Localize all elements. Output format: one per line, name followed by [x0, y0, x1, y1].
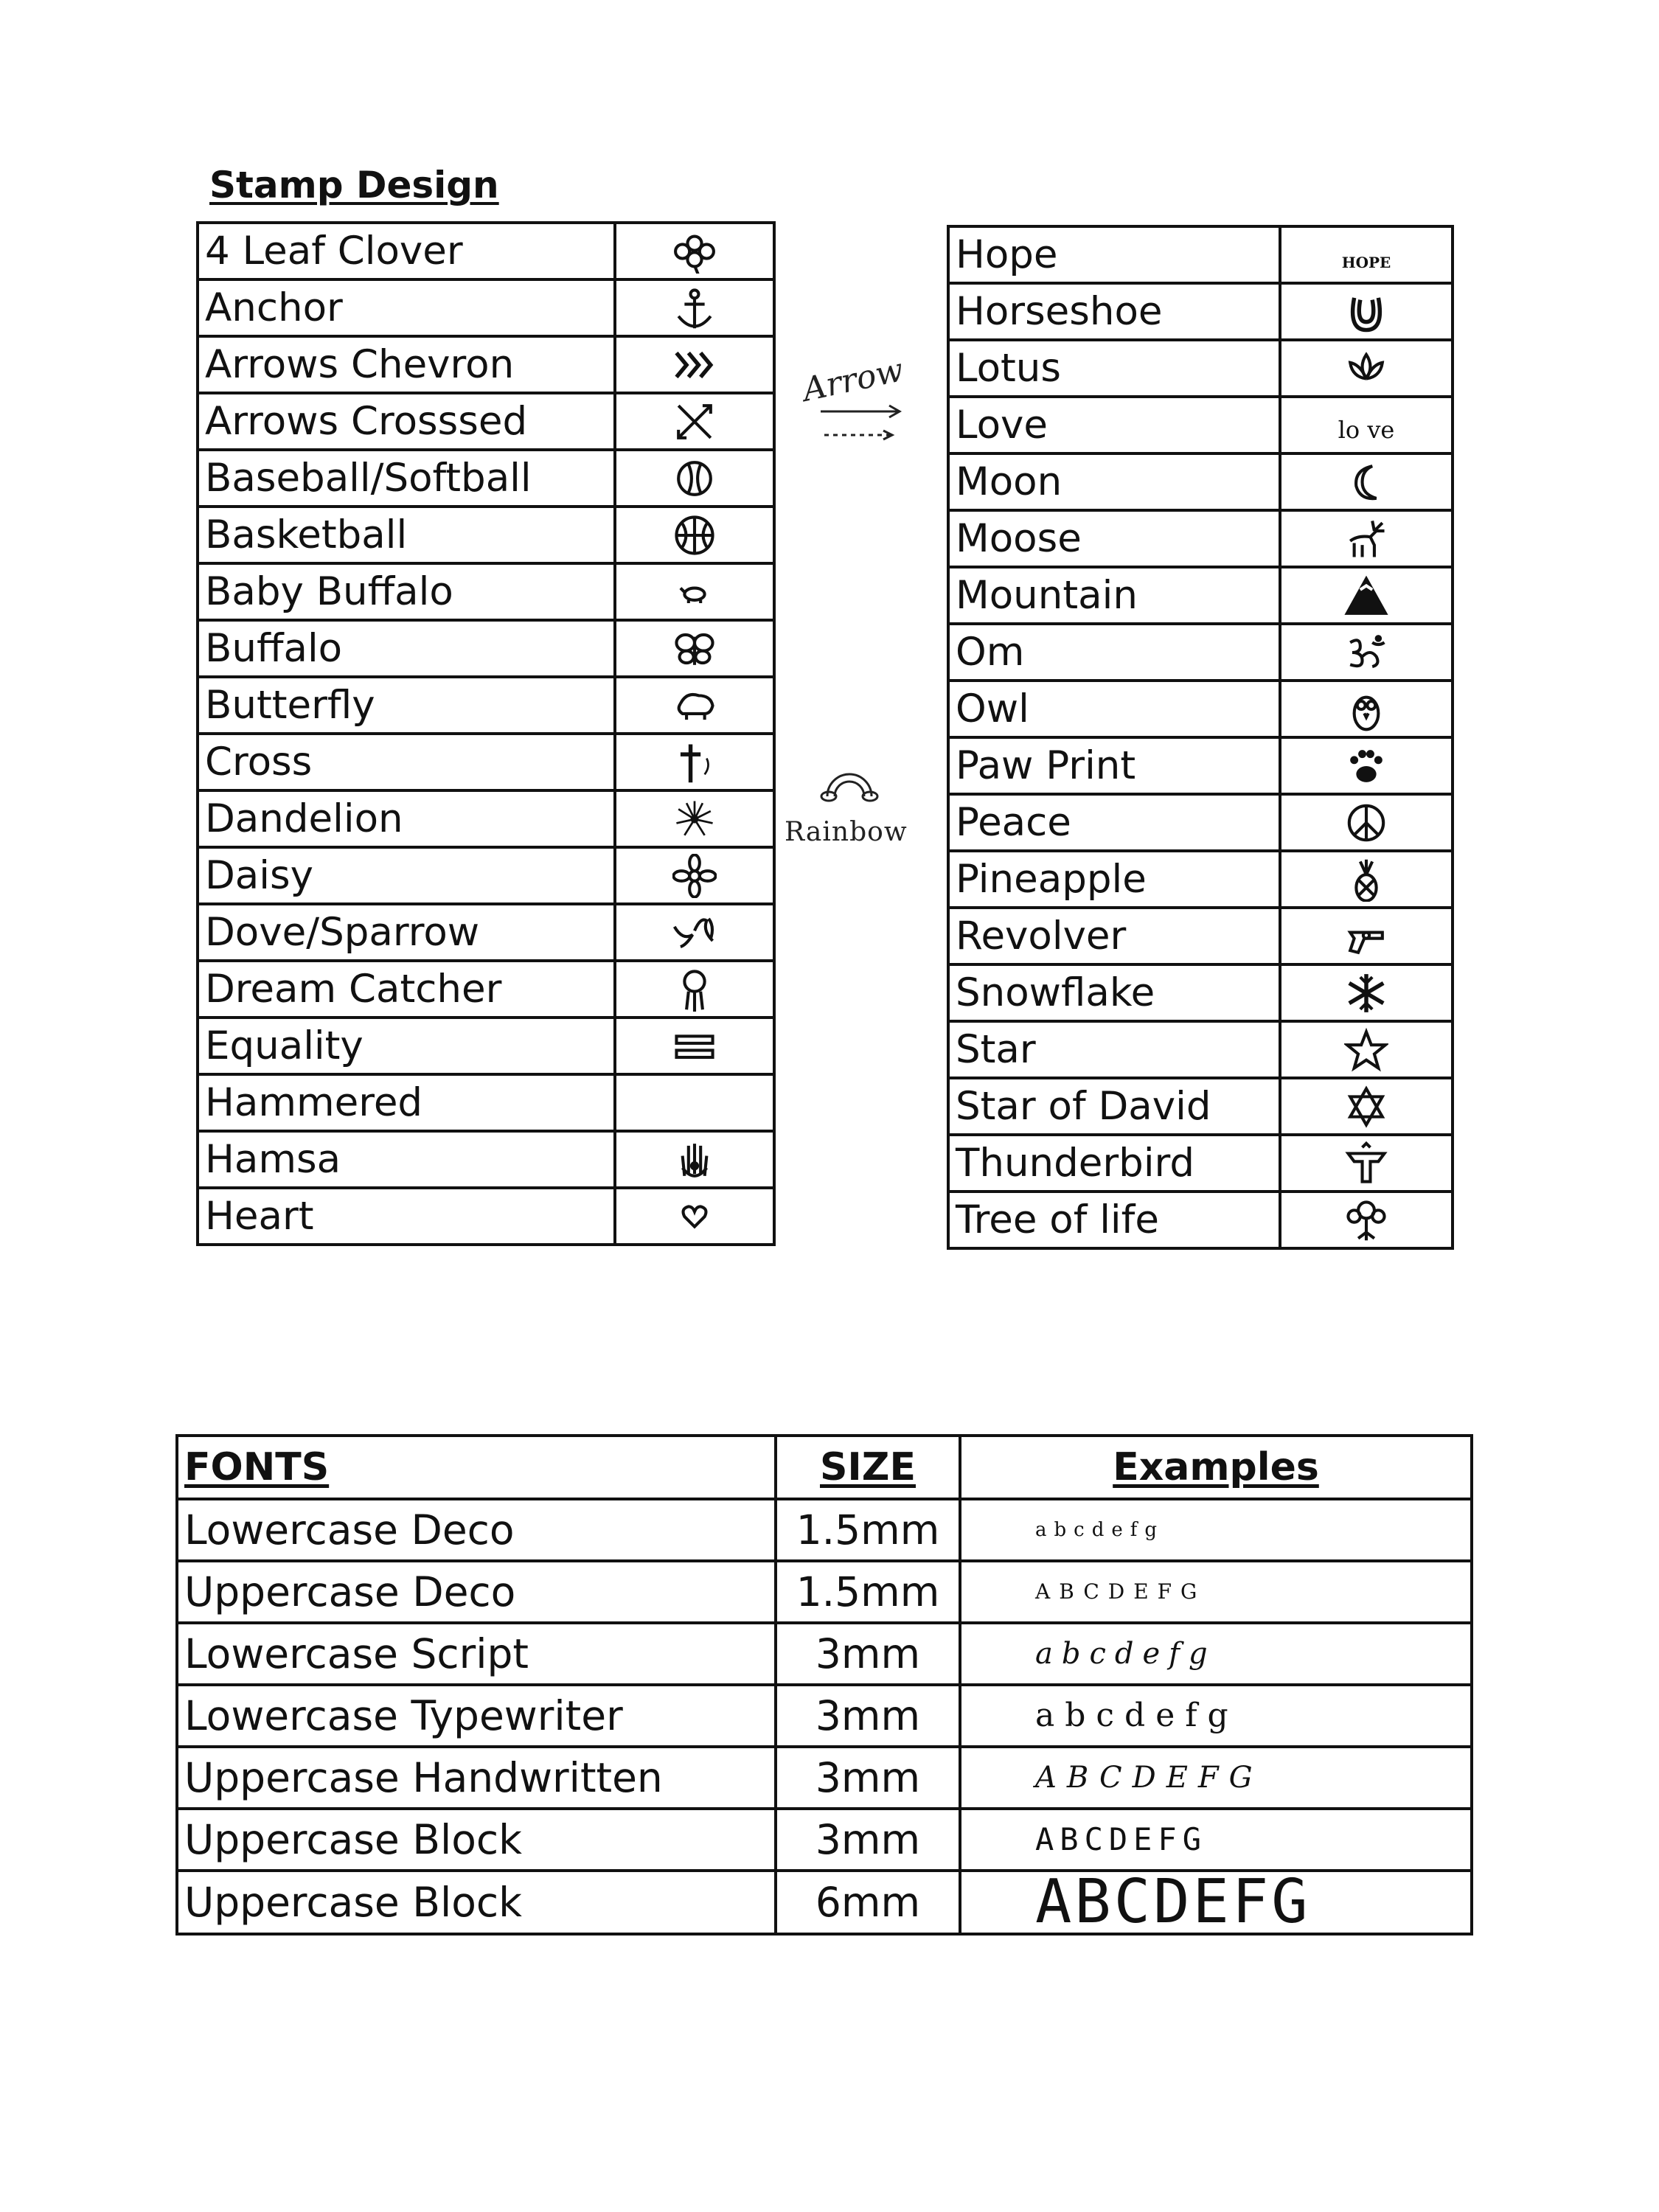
stamp-name: Dove/Sparrow: [198, 904, 615, 961]
heart-icon: [672, 1194, 717, 1239]
equality-icon: [672, 1024, 717, 1068]
stamp-name: Hamsa: [198, 1131, 615, 1188]
star-icon: [1344, 1028, 1388, 1072]
font-row: [177, 1871, 1472, 1934]
love-text-icon: lo ve: [1338, 416, 1395, 444]
stamp-icon-cell: [615, 961, 774, 1018]
revolver-icon: [1344, 914, 1388, 959]
stamp-icon-cell: [1280, 397, 1453, 453]
stamp-icon-cell: [615, 1131, 774, 1188]
stamp-row: [948, 681, 1453, 737]
font-name: Lowercase Script: [177, 1623, 776, 1685]
stamp-icon-cell: [615, 563, 774, 620]
stamp-row: [948, 1192, 1453, 1248]
buffalo-icon: [672, 684, 717, 728]
stamp-name: Love: [948, 397, 1280, 453]
stamp-icon-cell: [1280, 510, 1453, 567]
font-example: ABCDEFG: [960, 1809, 1472, 1871]
stamp-icon-cell: [1280, 1192, 1453, 1248]
stamp-row: [198, 1018, 774, 1074]
stamp-row: [198, 1188, 774, 1245]
stamp-icon-cell: [615, 847, 774, 904]
stamp-row: [948, 851, 1453, 908]
dream-catcher-icon: [672, 967, 717, 1012]
stamp-row: [198, 507, 774, 563]
stamp-icon-cell: [1280, 567, 1453, 624]
tree-icon: [1344, 1198, 1388, 1242]
stamp-icon-cell: [615, 450, 774, 507]
mountain-icon: [1344, 574, 1388, 618]
moose-icon: [1344, 517, 1388, 561]
font-size: 3mm: [776, 1623, 960, 1685]
stamp-name: Baby Buffalo: [198, 563, 615, 620]
header-fonts: FONTS: [177, 1436, 776, 1499]
stamp-row: [198, 336, 774, 393]
stamp-row: [948, 1078, 1453, 1135]
stamp-row: [198, 677, 774, 734]
stamp-name: Horseshoe: [948, 283, 1280, 340]
star-of-david-icon: [1344, 1085, 1388, 1129]
stamp-icon-cell: [615, 507, 774, 563]
stamp-row: [198, 1074, 774, 1131]
stamp-row: [948, 1135, 1453, 1192]
stamp-name: Revolver: [948, 908, 1280, 964]
stamp-name: Moose: [948, 510, 1280, 567]
stamp-row: [198, 904, 774, 961]
clover-icon: [672, 229, 717, 274]
daisy-icon: [672, 854, 717, 898]
stamp-icon-cell: [615, 677, 774, 734]
stamp-row: [948, 1021, 1453, 1078]
birds-icon: [672, 911, 717, 955]
stamp-icon-cell: [1280, 908, 1453, 964]
stamp-name: Basketball: [198, 507, 615, 563]
font-size: 3mm: [776, 1809, 960, 1871]
fonts-header-row: [177, 1436, 1472, 1499]
stamp-name: Star of David: [948, 1078, 1280, 1135]
font-row: [177, 1561, 1472, 1623]
stamp-row: [948, 624, 1453, 681]
stamp-row: [198, 620, 774, 677]
stamp-icon-cell: [615, 1188, 774, 1245]
pineapple-icon: [1344, 858, 1388, 902]
stamp-row: [948, 453, 1453, 510]
arrow-doodle-icon: [817, 398, 905, 450]
stamp-icon-cell: [615, 1018, 774, 1074]
stamp-name: Arrows Chevron: [198, 336, 615, 393]
stamp-icon-cell: [1280, 283, 1453, 340]
paw-icon: [1344, 744, 1388, 788]
rainbow-doodle-icon: [820, 767, 879, 804]
font-name: Lowercase Typewriter: [177, 1685, 776, 1747]
stamp-name: Butterfly: [198, 677, 615, 734]
stamp-row: [948, 567, 1453, 624]
stamp-name: Heart: [198, 1188, 615, 1245]
fonts-table: [175, 1434, 1473, 1935]
font-row: [177, 1809, 1472, 1871]
stamp-row: [198, 961, 774, 1018]
rainbow-annotation: Rainbow: [785, 817, 908, 847]
dandelion-icon: [672, 797, 717, 841]
font-size: 3mm: [776, 1747, 960, 1809]
arrow-annotation: Arrow: [799, 351, 907, 409]
stamp-icon-cell: [1280, 624, 1453, 681]
stamp-icon-cell: [1280, 737, 1453, 794]
stamp-row: [948, 226, 1453, 283]
font-name: Uppercase Deco: [177, 1561, 776, 1623]
stamp-name: Anchor: [198, 279, 615, 336]
stamp-icon-cell: [1280, 226, 1453, 283]
font-example: ABCDEFG: [960, 1871, 1472, 1934]
stamp-name: Arrows Crosssed: [198, 393, 615, 450]
stamp-row: [948, 964, 1453, 1021]
om-icon: [1344, 630, 1388, 675]
stamp-row: [948, 908, 1453, 964]
font-example: ABCDEFG: [960, 1561, 1472, 1623]
stamp-icon-cell: [1280, 1021, 1453, 1078]
font-example: ABCDEFG: [960, 1747, 1472, 1809]
font-name: Lowercase Deco: [177, 1499, 776, 1561]
stamp-icon-cell: [1280, 340, 1453, 397]
stamp-row: [948, 283, 1453, 340]
stamp-name: Owl: [948, 681, 1280, 737]
basketball-icon: [672, 513, 717, 557]
hamsa-icon: [672, 1138, 717, 1182]
stamp-row: [198, 279, 774, 336]
font-example: abcdefg: [960, 1623, 1472, 1685]
stamp-icon-cell: [615, 790, 774, 847]
font-example: abcdefg: [960, 1685, 1472, 1747]
stamp-name: Daisy: [198, 847, 615, 904]
stamp-name: Hammered: [198, 1074, 615, 1131]
stamp-name: Buffalo: [198, 620, 615, 677]
thunderbird-icon: [1344, 1141, 1388, 1186]
stamp-row: [948, 510, 1453, 567]
stamp-name: Moon: [948, 453, 1280, 510]
font-row: [177, 1623, 1472, 1685]
font-row: [177, 1499, 1472, 1561]
stamp-row: [948, 340, 1453, 397]
stamp-icon-cell: [615, 279, 774, 336]
header-size: SIZE: [776, 1436, 960, 1499]
stamp-icon-cell: [1280, 1135, 1453, 1192]
stamp-name: Pineapple: [948, 851, 1280, 908]
stamp-row: [198, 223, 774, 279]
stamp-name: Hope: [948, 226, 1280, 283]
cross-icon: [672, 740, 717, 785]
stamp-name: Mountain: [948, 567, 1280, 624]
font-size: 3mm: [776, 1685, 960, 1747]
font-name: Uppercase Block: [177, 1871, 776, 1934]
header-examples: Examples: [960, 1436, 1472, 1499]
owl-icon: [1344, 687, 1388, 731]
stamp-icon-cell: [1280, 453, 1453, 510]
stamp-name: Cross: [198, 734, 615, 790]
stamp-icon-cell: [615, 393, 774, 450]
stamp-row: [198, 734, 774, 790]
stamp-name: Paw Print: [948, 737, 1280, 794]
stamp-row: [198, 1131, 774, 1188]
stamp-name: 4 Leaf Clover: [198, 223, 615, 279]
stamp-icon-cell: [615, 904, 774, 961]
crossed-arrows-icon: [672, 400, 717, 444]
stamp-icon-cell: [615, 223, 774, 279]
stamp-row: [198, 563, 774, 620]
stamp-icon-cell: [615, 620, 774, 677]
font-name: Uppercase Block: [177, 1809, 776, 1871]
stamp-table-left: [196, 221, 776, 1246]
stamp-name: Tree of life: [948, 1192, 1280, 1248]
stamp-icon-cell: [1280, 851, 1453, 908]
hope-text-icon: HOPE: [1341, 254, 1391, 271]
stamp-icon-cell: [615, 336, 774, 393]
font-size: 6mm: [776, 1871, 960, 1934]
baseball-icon: [672, 456, 717, 501]
stamp-name: Star: [948, 1021, 1280, 1078]
anchor-icon: [672, 286, 717, 330]
stamp-icon-cell: [1280, 964, 1453, 1021]
horseshoe-icon: [1344, 290, 1388, 334]
stamp-row: [198, 847, 774, 904]
stamp-name: Baseball/Softball: [198, 450, 615, 507]
butterfly-icon: [672, 627, 717, 671]
stamp-row: [198, 450, 774, 507]
stamp-row: [948, 737, 1453, 794]
stamp-row: [198, 790, 774, 847]
snowflake-icon: [1344, 971, 1388, 1015]
font-size: 1.5mm: [776, 1499, 960, 1561]
stamp-icon-cell: [1280, 1078, 1453, 1135]
font-row: [177, 1747, 1472, 1809]
stamp-name: Dandelion: [198, 790, 615, 847]
stamp-name: Lotus: [948, 340, 1280, 397]
font-row: [177, 1685, 1472, 1747]
font-example: abcdefg: [960, 1499, 1472, 1561]
stamp-name: Thunderbird: [948, 1135, 1280, 1192]
stamp-table-right: [947, 225, 1454, 1250]
stamp-name: Dream Catcher: [198, 961, 615, 1018]
stamp-row: [198, 393, 774, 450]
stamp-name: Peace: [948, 794, 1280, 851]
moon-icon: [1344, 460, 1388, 504]
stamp-icon-cell: [615, 1074, 774, 1131]
stamp-name: Om: [948, 624, 1280, 681]
page-title: Stamp Design: [209, 164, 499, 206]
stamp-row: [948, 397, 1453, 453]
font-size: 1.5mm: [776, 1561, 960, 1623]
baby-buffalo-icon: [672, 570, 717, 614]
stamp-name: Equality: [198, 1018, 615, 1074]
stamp-icon-cell: [1280, 681, 1453, 737]
stamp-name: Snowflake: [948, 964, 1280, 1021]
stamp-row: [948, 794, 1453, 851]
lotus-icon: [1344, 347, 1388, 391]
peace-icon: [1344, 801, 1388, 845]
stamp-icon-cell: [1280, 794, 1453, 851]
chevron-arrows-icon: [672, 343, 717, 387]
stamp-icon-cell: [615, 734, 774, 790]
font-name: Uppercase Handwritten: [177, 1747, 776, 1809]
